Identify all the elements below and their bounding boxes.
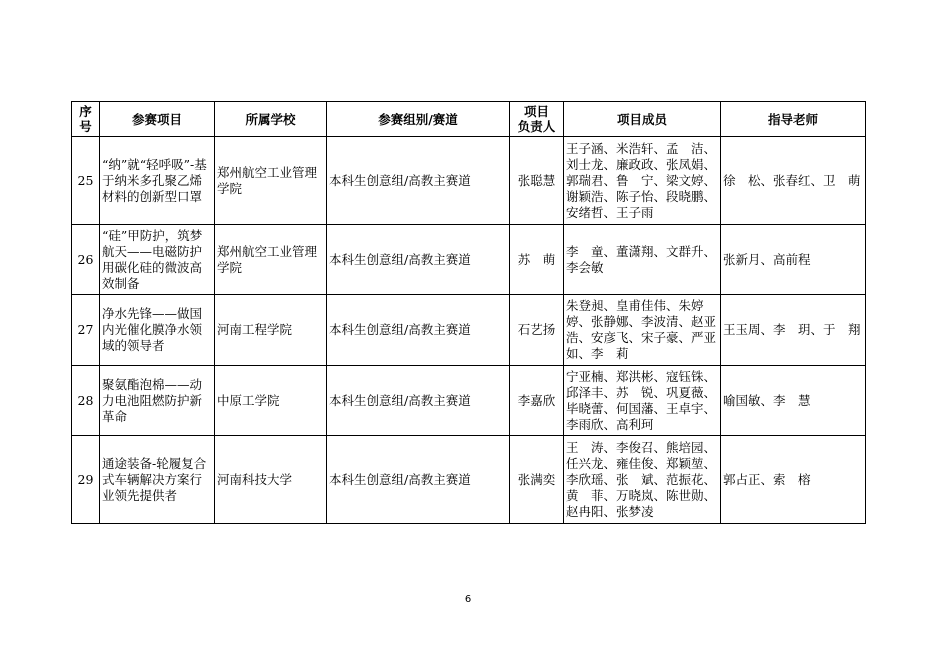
- cell-track: 本科生创意组/高教主赛道: [327, 436, 510, 524]
- table-row: [72, 225, 866, 295]
- cell-no: 26: [72, 225, 100, 295]
- cell-members: 朱登昶、皇甫佳伟、朱婷婷、张静娜、李波清、赵亚浩、安彦飞、宋子豪、严亚如、李 莉: [564, 295, 721, 366]
- cell-advisors: 王玉周、李 玥、于 翔: [721, 295, 866, 366]
- cell-lead: 苏 萌: [510, 225, 564, 295]
- header-advisors: 指导老师: [721, 102, 866, 137]
- header-no: 序号: [72, 102, 100, 137]
- cell-project: 净水先锋——做国内光催化膜净水领域的领导者: [100, 295, 215, 366]
- cell-no: 25: [72, 137, 100, 225]
- cell-members: 宁亚楠、郑洪彬、寇钰铢、邱泽丰、苏 锐、巩夏薇、毕晓蕾、何国藩、王卓宇、李雨欣、高利珂: [564, 366, 721, 436]
- cell-track: 本科生创意组/高教主赛道: [327, 295, 510, 366]
- header-lead-line2: 负责人: [517, 119, 556, 134]
- header-lead: [510, 102, 564, 137]
- cell-school: 中原工学院: [215, 366, 327, 436]
- cell-advisors: 张新月、高前程: [721, 225, 866, 295]
- table-row: [72, 366, 866, 436]
- cell-project: “硅”甲防护，筑梦航天——电磁防护用碳化硅的微波高效制备: [100, 225, 215, 295]
- cell-members: 李 童、董潇翔、文群升、李会敏: [564, 225, 721, 295]
- cell-members: 王子涵、米浩轩、孟 洁、刘士龙、廉政政、张凤娟、郭瑞君、鲁 宁、梁文婷、谢颖浩、陈子怡、段晓鹏、安绪哲、王子雨: [564, 137, 721, 225]
- cell-track: 本科生创意组/高教主赛道: [327, 366, 510, 436]
- cell-school: 郑州航空工业管理学院: [215, 225, 327, 295]
- cell-school: 河南科技大学: [215, 436, 327, 524]
- cell-no: 28: [72, 366, 100, 436]
- cell-lead: 张满奕: [510, 436, 564, 524]
- roster-table: [71, 101, 866, 524]
- header-members: 项目成员: [564, 102, 721, 137]
- page-number: 6: [464, 594, 472, 605]
- cell-members: 王 涛、李俊召、熊培园、任兴龙、雍佳俊、郑颖堃、李欣瑶、张 斌、范振花、黄 菲、万晓岚、陈世勋、赵冉阳、张梦凌: [564, 436, 721, 524]
- cell-lead: 张聪慧: [510, 137, 564, 225]
- cell-no: 27: [72, 295, 100, 366]
- cell-lead: 李嘉欣: [510, 366, 564, 436]
- table-row: [72, 137, 866, 225]
- header-lead-line1: 项目: [523, 104, 549, 119]
- cell-advisors: 郭占正、索 榕: [721, 436, 866, 524]
- table-row: [72, 436, 866, 524]
- cell-project: 通途装备-轮履复合式车辆解决方案行业领先提供者: [100, 436, 215, 524]
- cell-project: 聚氨酯泡棉——动力电池阻燃防护新革命: [100, 366, 215, 436]
- cell-project: “纳”就“轻呼吸”-基于纳米多孔聚乙烯材料的创新型口罩: [100, 137, 215, 225]
- cell-no: 29: [72, 436, 100, 524]
- cell-track: 本科生创意组/高教主赛道: [327, 137, 510, 225]
- cell-school: 郑州航空工业管理学院: [215, 137, 327, 225]
- cell-track: 本科生创意组/高教主赛道: [327, 225, 510, 295]
- header-project: 参赛项目: [100, 102, 215, 137]
- table-row: [72, 295, 866, 366]
- cell-advisors: 喻国敏、李 慧: [721, 366, 866, 436]
- header-track: 参赛组别/赛道: [327, 102, 510, 137]
- header-row: [72, 102, 866, 137]
- cell-school: 河南工程学院: [215, 295, 327, 366]
- cell-lead: 石艺扬: [510, 295, 564, 366]
- cell-advisors: 徐 松、张春红、卫 萌: [721, 137, 866, 225]
- header-school: 所属学校: [215, 102, 327, 137]
